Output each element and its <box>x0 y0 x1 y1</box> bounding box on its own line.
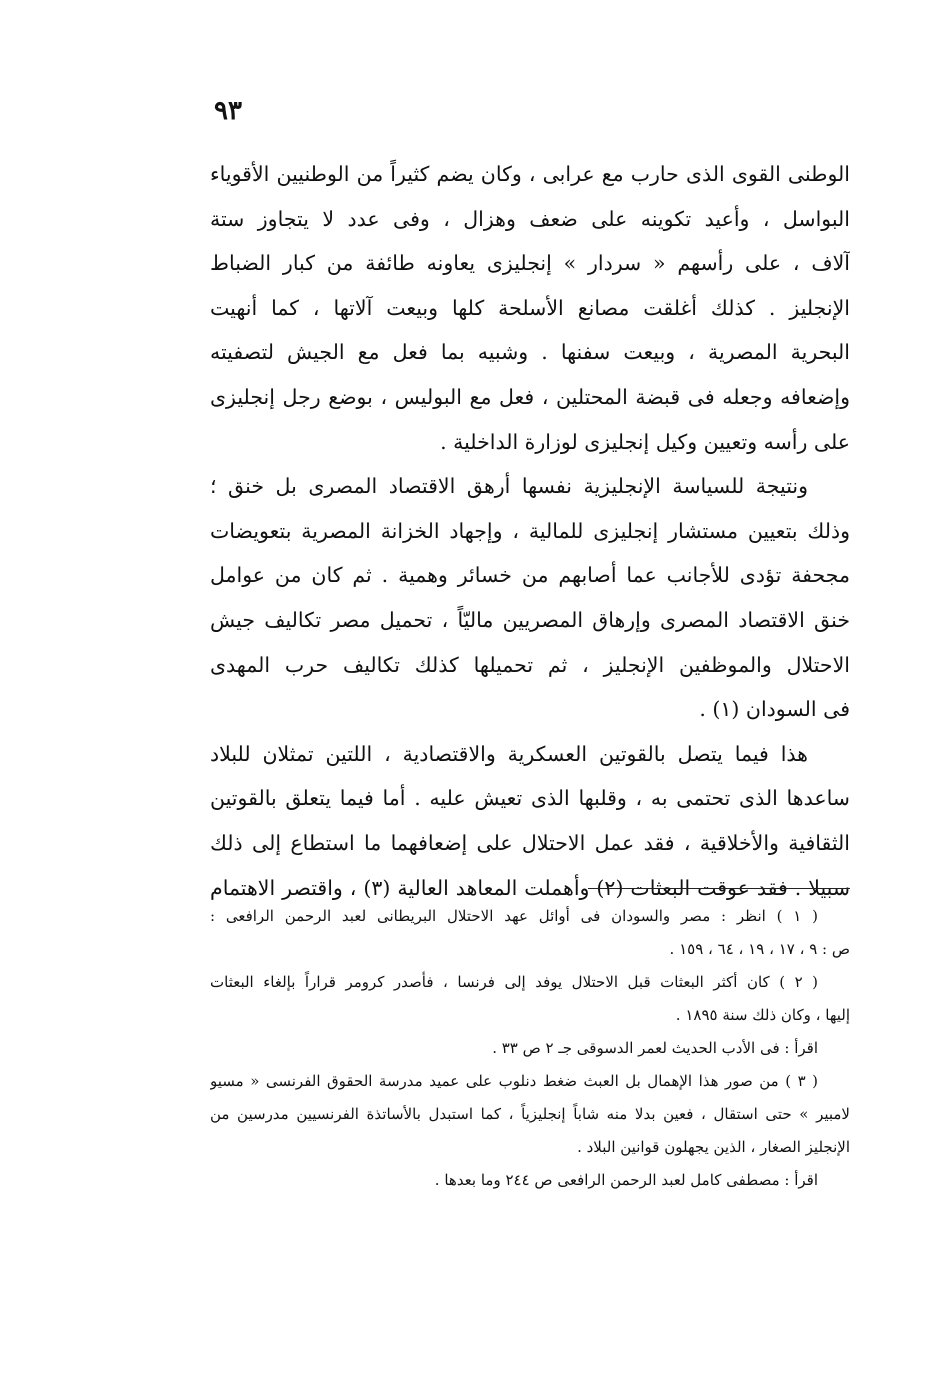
text-line: مجحفة تؤدى للأجانب عما أصابهم من خسائر وهمية . ثم كان من عوامل <box>210 563 850 588</box>
text-line: ساعدها الذى تحتمى به ، وقلبها الذى تعيش عليه . أما فيما يتعلق بالقوتين <box>210 786 850 811</box>
text-line: وذلك بتعيين مستشار إنجليزى للمالية ، وإجهاد الخزانة المصرية بتعويضات <box>210 518 850 543</box>
text-line: الإنجليز . كذلك أغلقت مصانع الأسلحة كلها وبيعت آلاتها ، كما أنهيت <box>210 295 850 320</box>
text-line: على رأسه وتعيين وكيل إنجليزى لوزارة الداخلية . <box>440 429 850 454</box>
footnote-line: اقرأ : فى الأدب الحديث لعمر الدسوقى جـ ٢ ص ٣٣ . <box>492 1039 818 1057</box>
text-line: البحرية المصرية ، وبيعت سفنها . وشبيه بما فعل مع الجيش لتصفيته <box>210 340 850 365</box>
text-line: خنق الاقتصاد المصرى وإرهاق المصريين ماليّاً ، تحميل مصر تكاليف جيش <box>210 607 850 632</box>
text-line: سبيلا . فقد عوقت البعثات (٢) وأهملت المعاهد العالية (٣) ، واقتصر الاهتمام <box>210 875 850 900</box>
text-line: ونتيجة للسياسة الإنجليزية نفسها أرهق الاقتصاد المصرى بل خنق ؛ <box>210 474 808 499</box>
footnote-line: اقرأ : مصطفى كامل لعبد الرحمن الرافعى ص ٢٤٤ وما بعدها . <box>434 1171 818 1189</box>
text-line: هذا فيما يتصل بالقوتين العسكرية والاقتصادية ، اللتين تمثلان للبلاد <box>210 741 808 766</box>
footnote-line: ( ٢ ) كان أكثر البعثات قبل الاحتلال يوفد إلى فرنسا ، فأصدر كرومر قراراً بإلغاء البعثات <box>210 973 819 991</box>
main-text <box>210 152 850 910</box>
footnote-line: ( ١ ) انظر : مصر والسودان فى أوائل عهد الاحتلال البريطانى لعبد الرحمن الرافعى : <box>210 907 819 925</box>
footnotes <box>210 900 850 1197</box>
footnote-line: لامبير » حتى استقال ، فعين بدلا منه شاباً إنجليزياً ، كما استبدل بالأساتذة الفرنسيين مدرسين من <box>210 1105 850 1123</box>
page-number: ٩٣ <box>214 96 242 126</box>
footnote-divider <box>588 888 850 889</box>
footnote-line: ص : ٩ ، ١٧ ، ١٩ ، ٦٤ ، ١٥٩ . <box>669 940 850 958</box>
footnote-line: الإنجليز الصغار ، الذين يجهلون قوانين البلاد . <box>577 1138 850 1156</box>
text-line: وإضعافه وجعله فى قبضة المحتلين ، فعل مع البوليس ، بوضع رجل إنجليزى <box>210 384 850 409</box>
text-line: الاحتلال والموظفين الإنجليز ، ثم تحميلها كذلك تكاليف حرب المهدى <box>210 652 850 677</box>
text-line: الثقافية والأخلاقية ، فقد عمل الاحتلال على إضعافهما ما استطاع إلى ذلك <box>210 830 850 855</box>
footnote-line: إليها ، وكان ذلك سنة ١٨٩٥ . <box>675 1006 850 1024</box>
text-line: البواسل ، وأعيد تكوينه على ضعف وهزال ، وفى عدد لا يتجاوز ستة <box>210 206 850 231</box>
text-line: الوطنى القوى الذى حارب مع عرابى ، وكان يضم كثيراً من الوطنيين الأقوياء <box>210 162 850 186</box>
text-line: فى السودان (١) . <box>699 697 850 722</box>
footnote-line: ( ٣ ) من صور هذا الإهمال بل العبث ضغط دنلوب على عميد مدرسة الحقوق الفرنسى « مسيو <box>210 1072 818 1090</box>
text-line: آلاف ، على رأسهم « سردار » إنجليزى يعاونه طائفة من كبار الضباط <box>210 251 850 276</box>
